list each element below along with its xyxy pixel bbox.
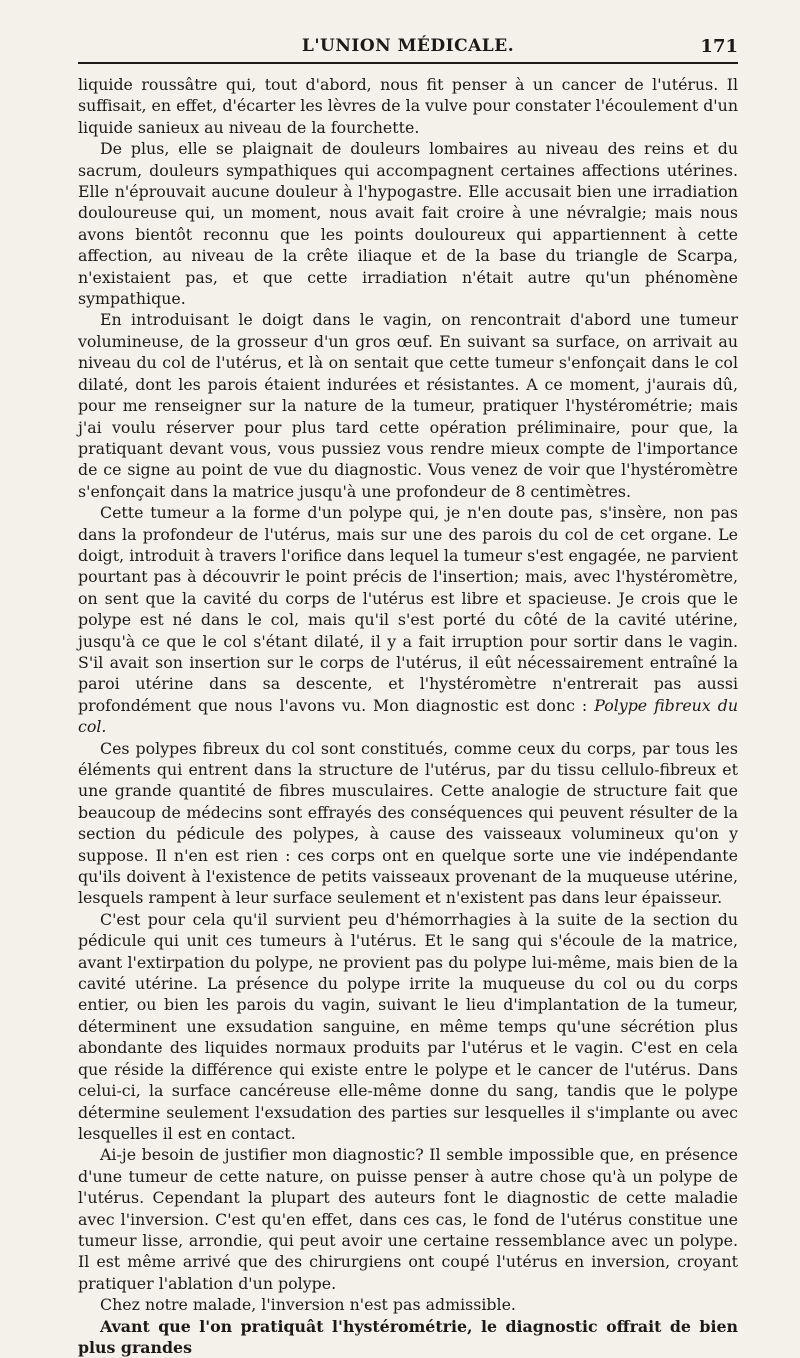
running-header	[78, 30, 738, 64]
paragraph-1: liquide roussâtre qui, tout d'abord, nous fit penser à un cancer de l'utérus. Il suffisait, en effet, d'écarter les lèvres de la vulve pour constater l'écoulement d'un liquide sanieux au niveau de la fourchette.	[78, 75, 738, 137]
page-number: 171	[700, 36, 738, 57]
paragraph-7: Ai-je besoin de justifier mon diagnostic? Il semble impossible que, en présence d'une tumeur de cette nature, on puisse penser à autre chose qu'à un polype de l'utérus. Cependant la plupart des auteurs font le diagnostic de cette maladie avec l'inversion. C'est qu'en effet, dans ces cas, le fond de l'utérus constitue une tumeur lisse, arrondie, qui peut avoir une certaine ressemblance avec un polype. Il est même arrivé que des chirurgiens ont coupé l'utérus en inversion, croyant pratiquer l'ablation d'un polype.	[78, 1145, 738, 1293]
paragraph-4-text: Cette tumeur a la forme d'un polype qui, je n'en doute pas, s'insère, non pas dans la profondeur de l'utérus, mais sur une des parois du col de cet organe. Le doigt, introduit à travers l'orifice dans lequel la tumeur s'est engagée, ne parvient pourtant pas à découvrir le point précis de l'insertion; mais, avec l'hystéromètre, on sent que la cavité du corps de l'utérus est libre et spacieuse. Je crois que le polype est né dans le col, mais qu'il s'est porté du côté de la cavité utérine, jusqu'à ce que le col s'étant dilaté, il y a fait irruption pour sortir dans le vagin. S'il avait son insertion sur le corps de l'utérus, il eût nécessairement entraîné la paroi utérine dans sa descente, et l'hystéromètre n'entrerait pas aussi profondément que nous l'avons vu. Mon diagnostic est donc :	[78, 503, 738, 715]
document-page	[78, 30, 738, 1358]
paragraph-8: Chez notre malade, l'inversion n'est pas admissible.	[100, 1295, 516, 1315]
journal-title: L'UNION MÉDICALE.	[301, 36, 515, 56]
paragraph-4	[78, 502, 738, 737]
article-body	[78, 74, 738, 1358]
paragraph-3: En introduisant le doigt dans le vagin, on rencontrait d'abord une tumeur volumineuse, de la grosseur d'un gros œuf. En suivant sa surface, on arrivait au niveau du col de l'utérus, et là on sentait que cette tumeur s'enfonçait dans le col dilaté, dont les parois étaient indurées et résistantes. A ce moment, j'aurais dû, pour me renseigner sur la nature de la tumeur, pratiquer l'hystérométrie; mais j'ai voulu réserver pour plus tard cette opération préliminaire, pour que, la pratiquant devant vous, vous pussiez vous rendre mieux compte de l'importance de ce signe au point de vue du diagnostic. Vous venez de voir que l'hystéromètre s'enfonçait dans la matrice jusqu'à une profondeur de 8 centimètres.	[78, 310, 738, 501]
paragraph-2: De plus, elle se plaignait de douleurs lombaires au niveau des reins et du sacrum, douleurs sympathiques qui accompagnent certaines affections utérines. Elle n'éprouvait aucune douleur à l'hypogastre. Elle accusait bien une irradiation douloureuse qui, un moment, nous avait fait croire à une névralgie; mais nous avons bientôt reconnu que les points douloureux qui appartiennent à cette affection, au niveau de la crête iliaque et de la base du triangle de Scarpa, n'existaient pas, et que cette irradiation n'était autre qu'un phénomène sympathique.	[78, 139, 738, 309]
paragraph-9: Avant que l'on pratiquât l'hystérométrie, le diagnostic offrait de bien plus grandes	[78, 1316, 738, 1357]
paragraph-5: Ces polypes fibreux du col sont constitués, comme ceux du corps, par tous les éléments qui entrent dans la structure de l'utérus, par du tissu cellulo-fibreux et une grande quantité de fibres musculaires. Cette analogie de structure fait que beaucoup de médecins sont effrayés des conséquences qui peuvent résulter de la section du pédicule des polypes, à cause des vaisseaux volumineux qu'on y suppose. Il n'en est rien : ces corps ont en quelque sorte une vie indépendante qu'ils doivent à l'existence de petits vaisseaux provenant de la muqueuse utérine, lesquels rampent à leur surface seulement et n'existent pas dans leur épaisseur.	[78, 738, 738, 908]
diagnosis-emphasis: Polype fibreux du col.	[78, 695, 738, 737]
paragraph-6: C'est pour cela qu'il survient peu d'hémorrhagies à la suite de la section du pédicule qui unit ces tumeurs à l'utérus. Et le sang qui s'écoule de la matrice, avant l'extirpation du polype, ne provient pas du polype lui-même, mais bien de la cavité utérine. La présence du polype irrite la muqueuse du col ou du corps entier, ou bien les parois du vagin, suivant le lieu d'implantation de la tumeur, déterminent une exsudation sanguine, en même temps qu'une sécrétion plus abondante des liquides normaux produits par l'utérus et le vagin. C'est en cela que réside la différence qui existe entre le polype et le cancer de l'utérus. Dans celui-ci, la surface cancéreuse elle-même donne du sang, tandis que le polype détermine seulement l'exsudation des parties sur lesquelles il s'implante ou avec lesquelles il est en contact.	[78, 909, 738, 1143]
